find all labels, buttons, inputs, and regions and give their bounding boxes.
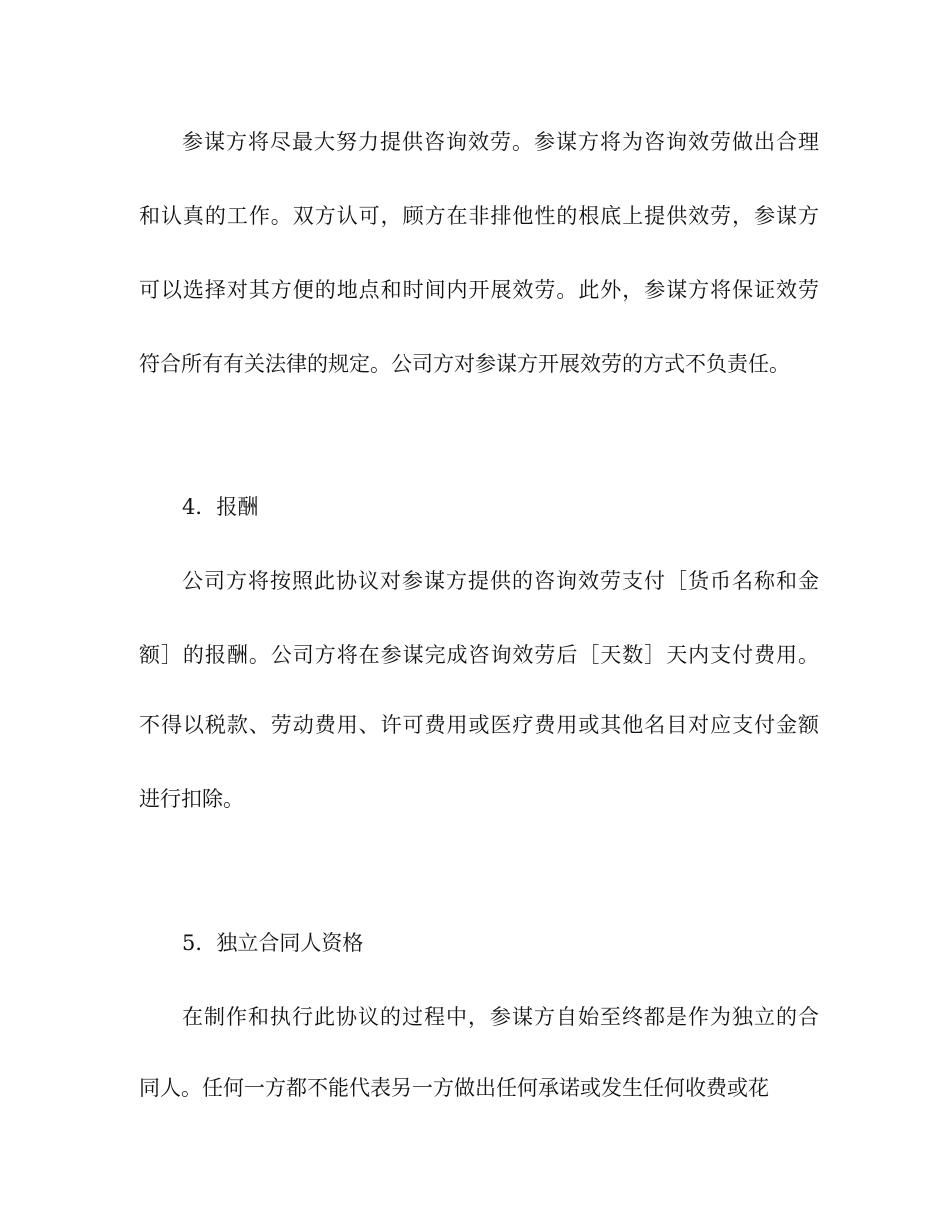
section-4-line-1: 公司方将按照此协议对参谋方提供的咨询效劳支付［货币名称和金 xyxy=(182,569,819,593)
section-4-line-2: 额］的报酬。公司方将在参谋完成咨询效劳后［天数］天内支付费用。 xyxy=(139,643,819,667)
section-5-heading: 5．独立合同人资格 xyxy=(182,931,364,955)
section-4-line-3: 不得以税款、劳动费用、许可费用或医疗费用或其他名目对应支付金额 xyxy=(139,713,819,737)
section-5-line-2: 同人。任何一方都不能代表另一方做出任何承诺或发生任何收费或花 xyxy=(139,1076,769,1100)
paragraph-1-line-2: 和认真的工作。双方认可，顾方在非排他性的根底上提供效劳，参谋方 xyxy=(139,204,819,228)
section-5-line-1: 在制作和执行此协议的过程中，参谋方自始至终都是作为独立的合 xyxy=(182,1005,819,1029)
paragraph-1-line-1: 参谋方将尽最大努力提供咨询效劳。参谋方将为咨询效劳做出合理 xyxy=(182,130,819,154)
paragraph-1-line-3: 可以选择对其方便的地点和时间内开展效劳。此外，参谋方将保证效劳 xyxy=(139,278,819,302)
section-4-heading: 4．报酬 xyxy=(182,495,259,519)
section-4-line-4: 进行扣除。 xyxy=(139,787,244,811)
paragraph-1-line-4: 符合所有有关法律的规定。公司方对参谋方开展效劳的方式不负责任。 xyxy=(139,352,790,376)
